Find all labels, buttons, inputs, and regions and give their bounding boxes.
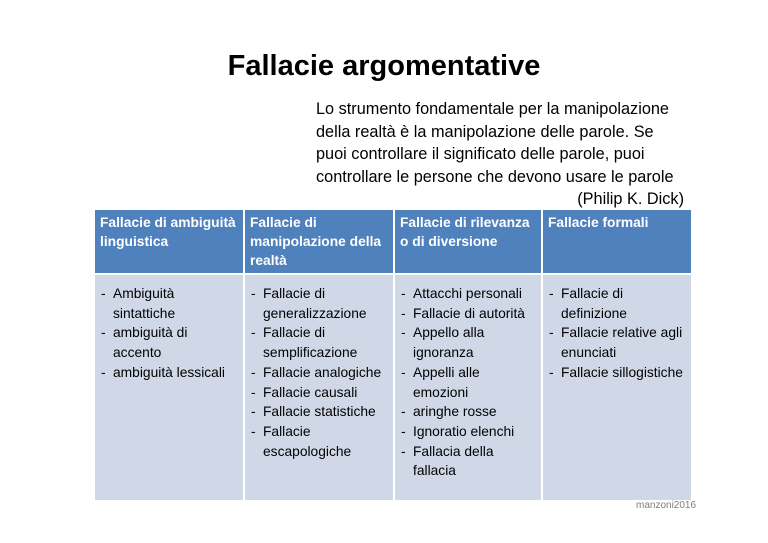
list-item: - Fallacie di definizione <box>547 284 687 323</box>
list-item: - Fallacie relative agli enunciati <box>547 323 687 362</box>
list-item: - Ignoratio elenchi <box>399 422 537 442</box>
footer-credit: manzoni2016 <box>636 500 697 511</box>
list-item: - Fallacie di autorità <box>399 304 537 324</box>
list-item: - Fallacie di generalizzazione <box>249 284 389 323</box>
list-item: - ambiguità lessicali <box>99 363 239 383</box>
list-item: - Ambiguità sintattiche <box>99 284 239 323</box>
quote-line: Lo strumento fondamentale per la manipolazione <box>316 100 669 118</box>
quote-block <box>316 98 684 211</box>
header-cell-relevance: Fallacie di rilevanza o di diversione <box>395 210 541 273</box>
list-item: - Fallacie di semplificazione <box>249 323 389 362</box>
table-header-row <box>95 210 691 273</box>
quote-author: (Philip K. Dick) <box>577 190 684 208</box>
header-cell-manipulation: Fallacie di manipolazione della realtà <box>245 210 393 273</box>
cell-ambiguity <box>95 275 243 500</box>
list-item: - Fallacie sillogistiche <box>547 363 687 383</box>
fallacies-table <box>93 208 693 502</box>
quote-line: puoi controllare il significato delle parole, puoi <box>316 145 645 163</box>
item-list <box>399 284 537 481</box>
cell-relevance <box>395 275 541 500</box>
cell-manipulation <box>245 275 393 500</box>
list-item: - Appelli alle emozioni <box>399 363 537 402</box>
table-row <box>95 275 691 500</box>
list-item: - Attacchi personali <box>399 284 537 304</box>
list-item: - Fallacie analogiche <box>249 363 389 383</box>
item-list <box>249 284 389 461</box>
header-cell-ambiguity: Fallacie di ambiguità linguistica <box>95 210 243 273</box>
item-list <box>547 284 687 383</box>
quote-line: della realtà è la manipolazione delle parole. Se <box>316 122 654 141</box>
slide-title: Fallacie argomentative <box>227 50 541 82</box>
list-item: - aringhe rosse <box>399 402 537 422</box>
cell-formal <box>543 275 691 500</box>
list-item: - Fallacia della fallacia <box>399 442 537 481</box>
list-item: - Fallacie statistiche <box>249 402 389 422</box>
list-item: - Fallacie escapologiche <box>249 422 389 461</box>
list-item: - Fallacie causali <box>249 383 389 403</box>
header-cell-formal: Fallacie formali <box>543 210 691 273</box>
quote-line: controllare le persone che devono usare le parole <box>316 167 674 186</box>
list-item: - Appello alla ignoranza <box>399 323 537 362</box>
list-item: - ambiguità di accento <box>99 323 239 362</box>
item-list <box>99 284 239 383</box>
